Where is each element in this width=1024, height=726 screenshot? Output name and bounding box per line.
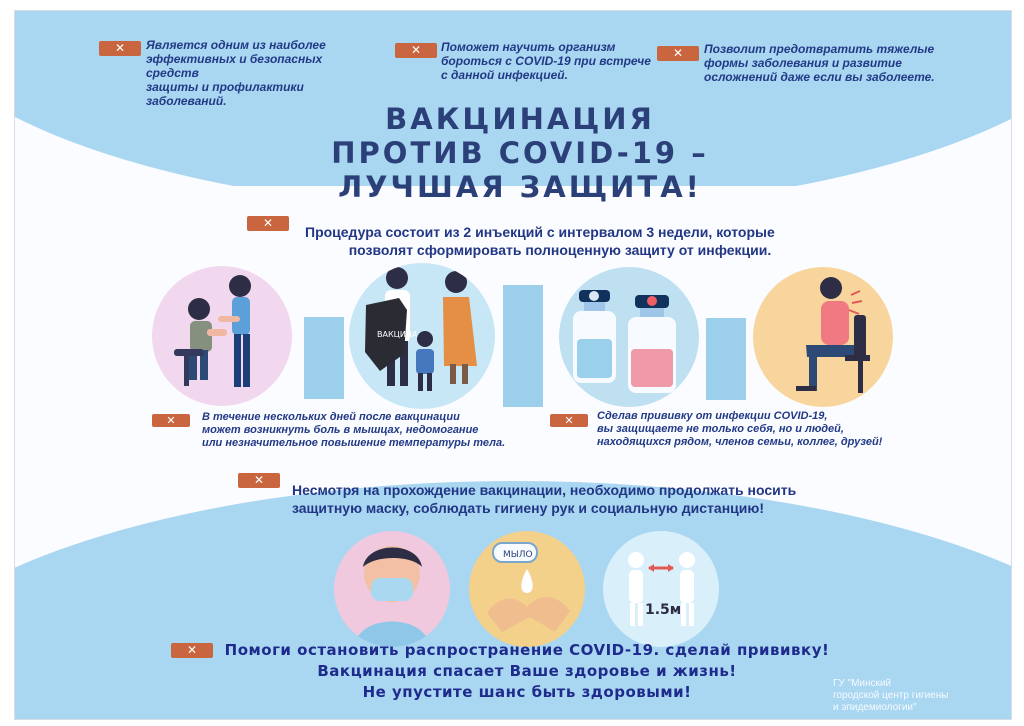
cross-tag-icon: ✕ bbox=[395, 43, 437, 58]
cross-tag-icon: ✕ bbox=[657, 46, 699, 61]
cross-tag-icon: ✕ bbox=[550, 414, 588, 427]
title-line: ЛУЧШАЯ ЗАЩИТА! bbox=[338, 170, 702, 204]
procedure-text bbox=[305, 223, 815, 259]
benefit-line: защиты и профилактики заболеваний. bbox=[146, 80, 304, 108]
distance-label: 1.5м bbox=[645, 602, 682, 618]
title-line: ВАКЦИНАЦИЯ bbox=[385, 102, 655, 136]
side-effects-note bbox=[202, 411, 532, 450]
precautions-text bbox=[292, 481, 812, 517]
protection-line: находящихся рядом, членов семьи, коллег, друзей! bbox=[597, 436, 883, 448]
side-effects-line: или незначительное повышение температуры тела. bbox=[202, 437, 506, 449]
cross-tag-icon: ✕ bbox=[152, 414, 190, 427]
benefit-note-3 bbox=[704, 42, 949, 84]
benefit-line: бороться с COVID-19 при встрече bbox=[441, 54, 651, 68]
poster-frame bbox=[14, 10, 1012, 720]
blue-column bbox=[304, 317, 344, 399]
precautions-line: Несмотря на прохождение вакцинации, необходимо продолжать носить bbox=[292, 482, 797, 498]
protection-note bbox=[597, 410, 927, 449]
final-line: Не упустите шанс быть здоровыми! bbox=[362, 683, 692, 701]
hand-washing-icon bbox=[469, 531, 585, 647]
blue-column bbox=[503, 285, 543, 407]
source-line: городской центр гигиены bbox=[833, 690, 949, 701]
cross-tag-icon: ✕ bbox=[99, 41, 141, 56]
source-line: и эпидемиологии" bbox=[833, 702, 917, 713]
soap-label: МЫЛО bbox=[503, 550, 533, 560]
benefit-line: Является одним из наиболее bbox=[146, 38, 326, 52]
side-effects-line: может возникнуть боль в мышцах, недомогание bbox=[202, 424, 479, 436]
mask-icon bbox=[334, 531, 450, 647]
vaccine-vials-icon bbox=[559, 267, 699, 407]
side-effects-line: В течение нескольких дней после вакцинации bbox=[202, 411, 460, 423]
benefit-note-2 bbox=[441, 40, 656, 82]
cross-tag-icon: ✕ bbox=[238, 473, 280, 488]
social-distance-icon bbox=[603, 531, 719, 647]
protection-line: Сделав прививку от инфекции COVID-19, bbox=[597, 410, 828, 422]
source-line: ГУ "Минский bbox=[833, 678, 892, 689]
seated-person-icon bbox=[753, 267, 893, 407]
benefit-line: Поможет научить организм bbox=[441, 40, 616, 54]
shield-label: ВАКЦИНА bbox=[377, 330, 418, 339]
procedure-line: позволят сформировать полноценную защиту от инфекции. bbox=[348, 242, 772, 258]
final-call-to-action bbox=[222, 640, 832, 703]
poster-title bbox=[270, 102, 770, 204]
benefit-line: формы заболевания и развитие bbox=[704, 56, 902, 70]
precautions-line: защитную маску, соблюдать гигиену рук и социальную дистанцию! bbox=[292, 500, 764, 516]
benefit-line: эффективных и безопасных средств bbox=[146, 52, 323, 80]
title-line: ПРОТИВ COVID-19 – bbox=[331, 136, 709, 170]
blue-column bbox=[706, 318, 746, 400]
benefit-line: Позволит предотвратить тяжелые bbox=[704, 42, 935, 56]
source-credit bbox=[833, 678, 963, 714]
procedure-line: Процедура состоит из 2 инъекций с интервалом 3 недели, которые bbox=[305, 224, 775, 240]
protection-line: вы защищаете не только себя, но и людей, bbox=[597, 423, 844, 435]
benefit-note-1 bbox=[146, 38, 366, 108]
cross-tag-icon: ✕ bbox=[171, 643, 213, 658]
cross-tag-icon: ✕ bbox=[247, 216, 289, 231]
final-line: Помоги остановить распространение COVID-19. сделай прививку! bbox=[224, 641, 830, 659]
injection-scene-icon bbox=[152, 266, 292, 406]
benefit-line: осложнений даже если вы заболеете. bbox=[704, 70, 935, 84]
family-shield-icon bbox=[349, 263, 495, 409]
final-line: Вакцинация спасает Ваше здоровье и жизнь! bbox=[317, 662, 737, 680]
benefit-line: с данной инфекцией. bbox=[441, 68, 568, 82]
